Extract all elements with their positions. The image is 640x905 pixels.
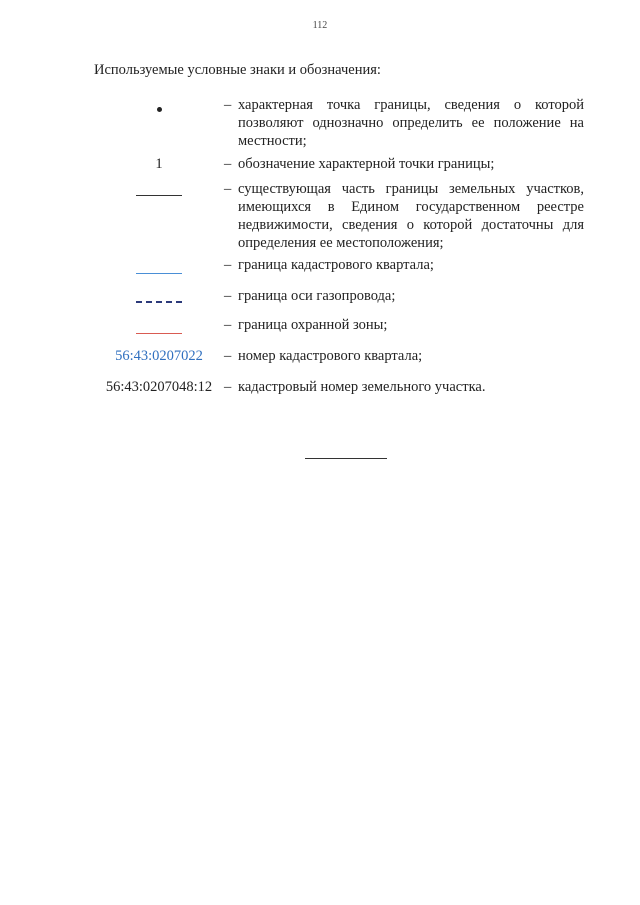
blue-line-icon xyxy=(136,273,182,274)
legend-symbol xyxy=(94,155,224,173)
legend-row-cadastral-quarter-boundary xyxy=(94,256,584,274)
legend-symbol xyxy=(94,347,224,365)
dash: – xyxy=(224,379,232,395)
legend-row-gas-pipeline-axis xyxy=(94,287,584,305)
red-line-icon xyxy=(136,333,182,334)
legend-symbol xyxy=(94,287,224,305)
legend-symbol xyxy=(94,180,224,198)
dash: – xyxy=(224,257,232,273)
legend-symbol xyxy=(94,256,224,274)
legend-heading: Используемые условные знаки и обозначения: xyxy=(94,62,381,78)
dash: – xyxy=(224,181,232,197)
legend-description: обозначение характерной точки границы; xyxy=(238,156,495,172)
end-divider xyxy=(305,458,387,459)
legend-description: граница оси газопровода; xyxy=(238,288,396,304)
dash: – xyxy=(224,156,232,172)
legend-symbol xyxy=(94,96,224,114)
legend-description: кадастровый номер земельного участка. xyxy=(238,379,486,395)
legend-description: существующая часть границы земельных участков, имеющихся в Едином государственном реестре недвижимости, сведения о которой достаточны для определения ее местоположения; xyxy=(238,181,584,251)
black-line-icon xyxy=(136,195,182,196)
dash: – xyxy=(224,317,232,333)
dash: – xyxy=(224,97,232,113)
legend-row-protection-zone xyxy=(94,316,584,334)
dash: – xyxy=(224,288,232,304)
legend-description: характерная точка границы, сведения о которой позволяют однозначно определить ее положение на местности; xyxy=(238,97,584,149)
legend-row-quarter-number xyxy=(94,347,584,365)
legend-row-point-label xyxy=(94,155,584,173)
legend-row-boundary-point xyxy=(94,96,584,150)
point-number-label: 1 xyxy=(155,156,163,172)
legend-row-existing-boundary xyxy=(94,180,584,252)
legend-symbol xyxy=(94,378,224,396)
legend-description: номер кадастрового квартала; xyxy=(238,348,423,364)
dot-icon xyxy=(157,107,162,112)
legend-description: граница охранной зоны; xyxy=(238,317,388,333)
legend-row-parcel-number xyxy=(94,378,584,396)
dashed-line-icon xyxy=(136,301,182,303)
legend-symbol xyxy=(94,316,224,334)
legend-description: граница кадастрового квартала; xyxy=(238,257,434,273)
dash: – xyxy=(224,348,232,364)
page-number: 112 xyxy=(312,20,328,31)
quarter-number-label: 56:43:0207022 xyxy=(115,348,203,364)
parcel-number-label: 56:43:0207048:12 xyxy=(105,379,213,395)
